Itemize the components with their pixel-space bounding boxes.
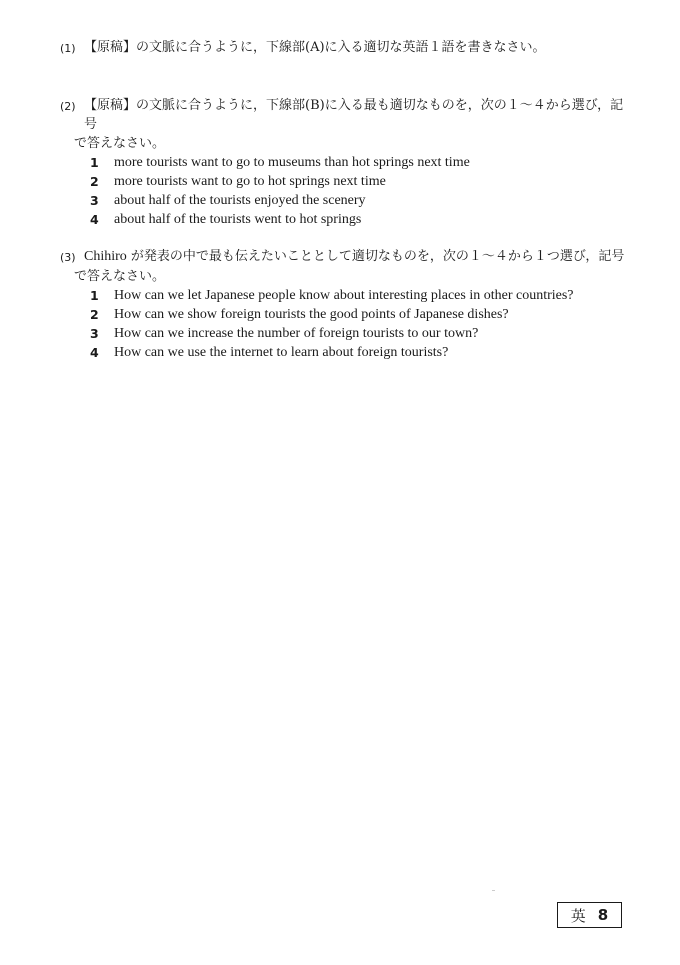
page-subject: 英: [570, 906, 586, 925]
option-text: about half of the tourists enjoyed the scenery: [114, 193, 366, 208]
question-1: [60, 38, 630, 58]
option-number: 1: [90, 155, 99, 170]
option-text: more tourists want to go to museums than hot springs next time: [114, 155, 470, 170]
page-label: [557, 902, 622, 928]
option-text: How can we show foreign tourists the good points of Japanese dishes?: [114, 307, 509, 322]
option-item: [90, 343, 630, 362]
question-2-options: [60, 153, 630, 229]
question-1-text: 【原稿】の文脈に合うように，下線部(A)に入る適切な英語１語を書きなさい。: [84, 40, 546, 55]
scan-artifact: [492, 890, 495, 891]
question-2-number: (2): [60, 100, 76, 113]
option-text: more tourists want to go to hot springs next time: [114, 174, 386, 189]
question-3-number: (3): [60, 251, 76, 264]
option-text: How can we use the internet to learn about foreign tourists?: [114, 345, 449, 360]
question-1-number: (1): [60, 42, 76, 55]
option-item: [90, 324, 630, 343]
option-number: 4: [90, 212, 99, 227]
question-3-prompt: [60, 247, 630, 267]
question-2-text: 【原稿】の文脈に合うように，下線部(B)に入る最も適切なものを，次の１～４から選び，記号: [84, 98, 624, 132]
option-number: 4: [90, 345, 99, 360]
question-3-continuation: で答えなさい。: [74, 269, 166, 284]
question-1-prompt: [60, 38, 630, 58]
option-number: 2: [90, 174, 99, 189]
question-3-text-wrapper: [82, 247, 630, 267]
page-number: 8: [597, 906, 609, 924]
question-2-prompt: [60, 96, 630, 134]
option-item: [90, 305, 630, 324]
option-number: 2: [90, 307, 99, 322]
question-3-text: が発表の中で最も伝えたいこととして適切なものを，次の１～４から１つ選び，記号: [130, 249, 625, 264]
question-3: [60, 247, 630, 362]
option-text: How can we increase the number of foreign tourists to our town?: [114, 326, 479, 341]
question-2: [60, 96, 630, 229]
question-2-continuation: で答えなさい。: [74, 136, 166, 151]
option-item: [90, 191, 630, 210]
option-item: [90, 210, 630, 229]
option-number: 1: [90, 288, 99, 303]
option-item: [90, 172, 630, 191]
option-number: 3: [90, 193, 99, 208]
option-text: How can we let Japanese people know about interesting places in other countries?: [114, 288, 574, 303]
question-3-name: Chihiro: [84, 249, 127, 264]
option-number: 3: [90, 326, 99, 341]
question-3-options: [60, 286, 630, 362]
option-text: about half of the tourists went to hot springs: [114, 212, 362, 227]
option-item: [90, 153, 630, 172]
option-item: [90, 286, 630, 305]
